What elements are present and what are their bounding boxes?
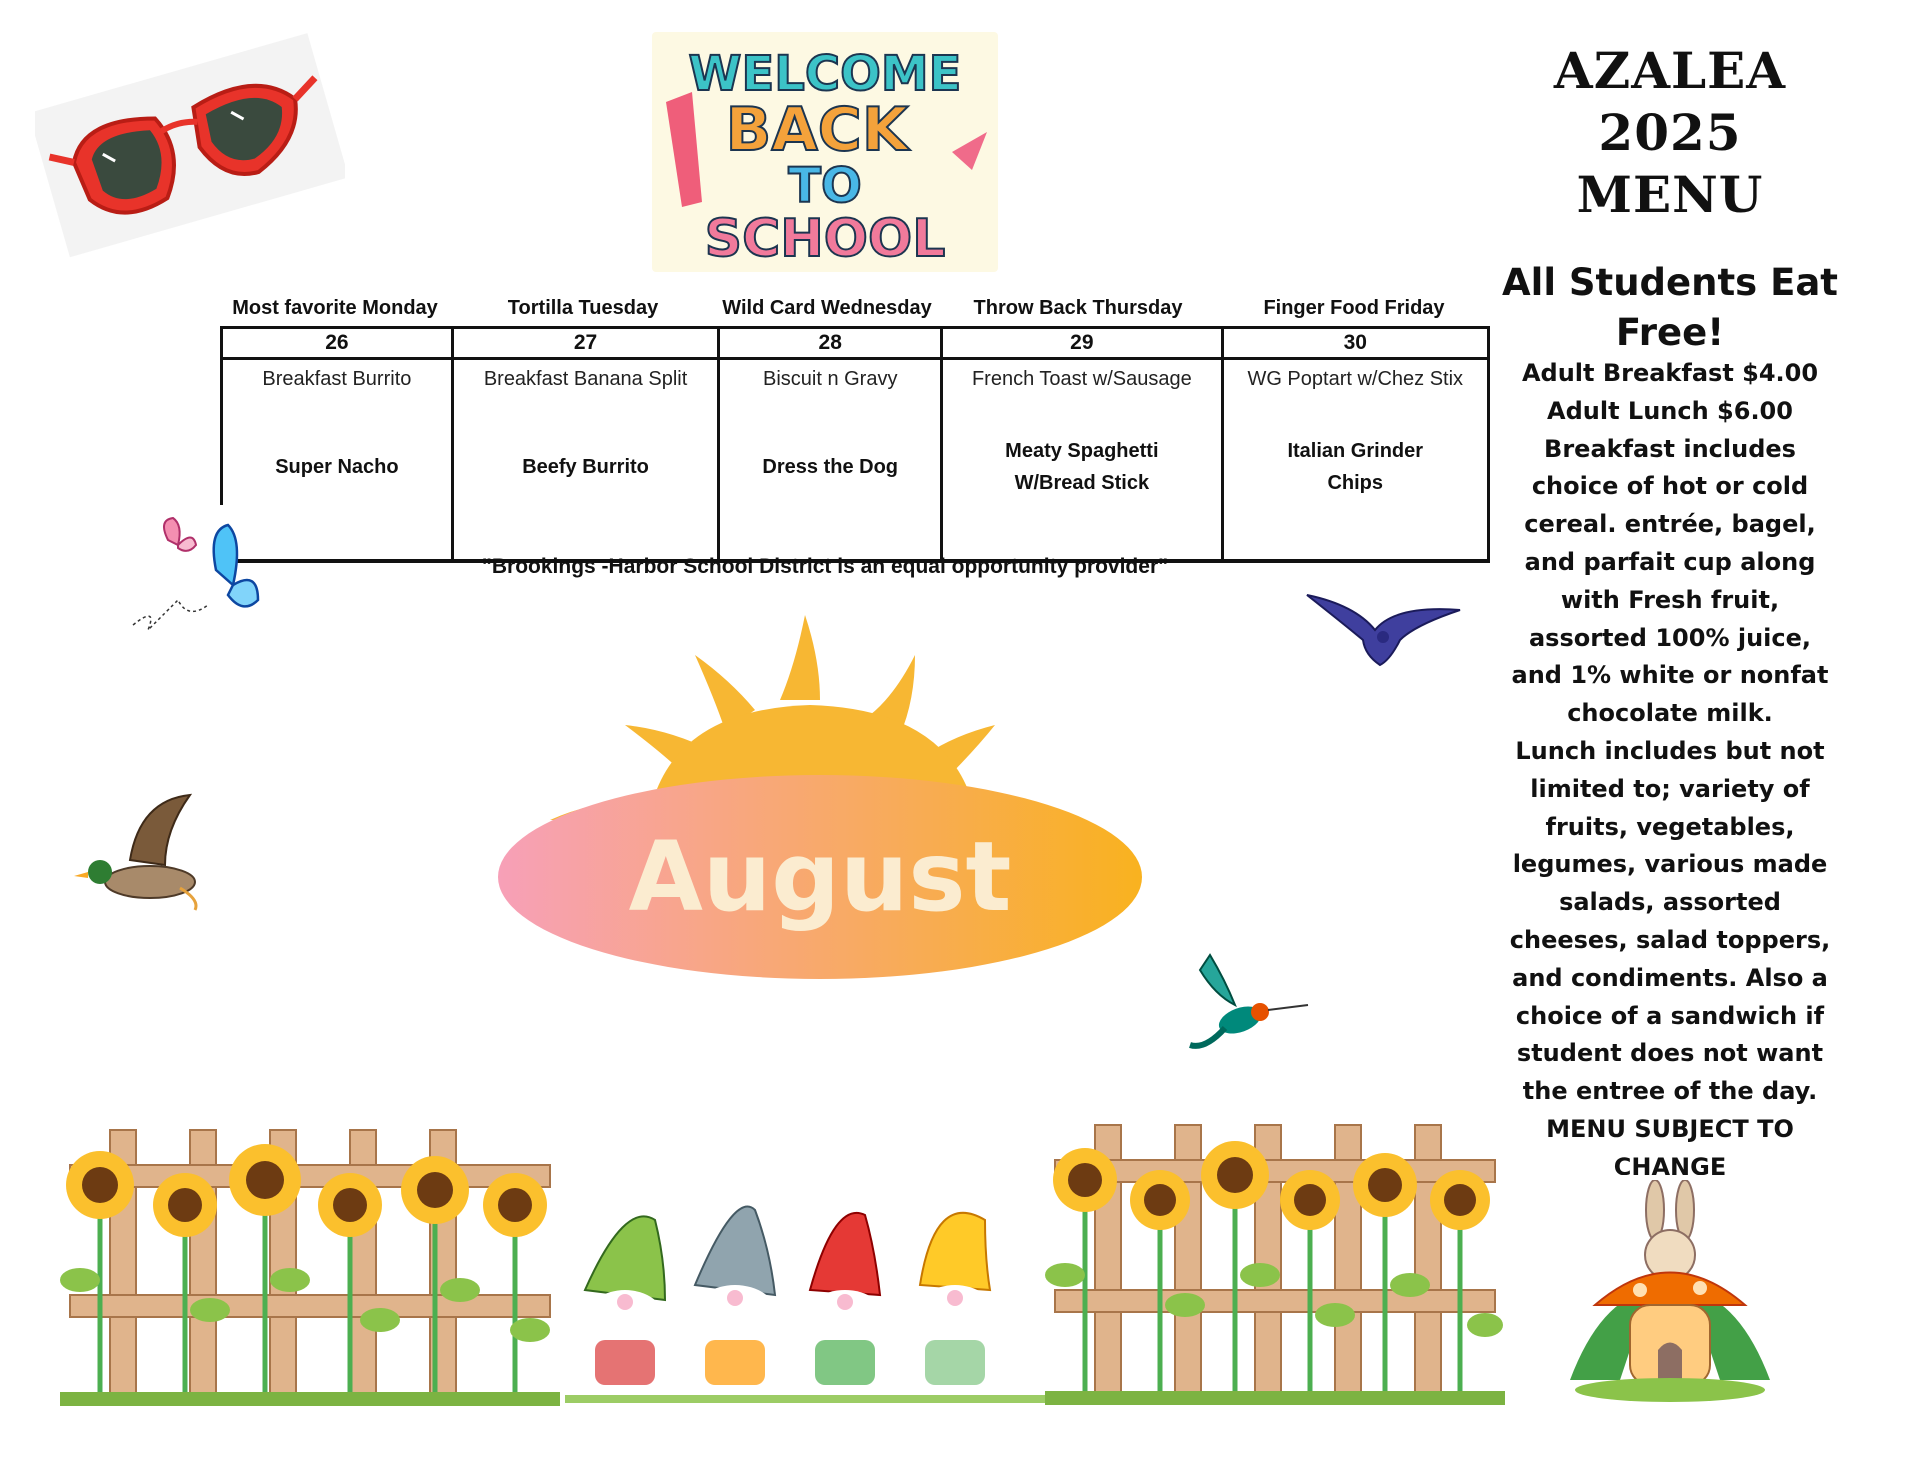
menu-word: MENU <box>1576 165 1764 224</box>
info-line: choice of a sandwich if <box>1515 1001 1825 1030</box>
lunch-item <box>720 398 940 559</box>
weekly-menu-table <box>220 290 1490 563</box>
sunflower-fence-icon <box>60 1110 560 1410</box>
info-line: Breakfast includes <box>1544 434 1796 463</box>
lunch-item <box>943 398 1220 559</box>
month-label: August <box>628 821 1012 933</box>
info-line: MENU SUBJECT TO <box>1546 1114 1794 1143</box>
info-line: Adult Breakfast $4.00 <box>1521 359 1819 387</box>
info-line: cheeses, salad toppers, <box>1509 925 1831 954</box>
menu-title <box>1490 40 1850 226</box>
breakfast-item: French Toast w/Sausage <box>971 368 1192 390</box>
info-line: choice of hot or cold <box>1531 472 1809 501</box>
bunny-mushroom-icon <box>1560 1180 1780 1410</box>
day-date: 26 <box>223 329 451 360</box>
day-column <box>454 329 720 559</box>
info-line: fruits, vegetables, <box>1545 812 1795 841</box>
lunch-line: W/Bread Stick <box>1014 471 1150 494</box>
welcome-back-banner <box>652 32 998 272</box>
bluebird-icon <box>1305 585 1465 675</box>
free-notice: All Students Eat Free! <box>1502 261 1838 354</box>
info-line: limited to; variety of <box>1530 774 1810 803</box>
info-text <box>1500 355 1840 1175</box>
theme-thursday: Throw Back Thursday <box>973 297 1183 319</box>
day-date: 29 <box>943 329 1220 360</box>
theme-tuesday: Tortilla Tuesday <box>507 297 659 319</box>
hummingbird-icon <box>1180 950 1310 1060</box>
day-column <box>720 329 943 559</box>
sunglasses-icon <box>35 30 345 270</box>
day-date: 30 <box>1224 329 1487 360</box>
school-name: AZALEA <box>1553 41 1787 100</box>
info-line: Lunch includes but not <box>1515 736 1825 765</box>
lunch-item <box>454 398 717 559</box>
theme-friday: Finger Food Friday <box>1263 297 1445 319</box>
paper-plane-icon <box>952 132 987 170</box>
lunch-line: Beefy Burrito <box>522 455 649 478</box>
info-line: legumes, various made <box>1512 850 1828 879</box>
info-line: and condiments. Also a <box>1512 963 1828 992</box>
lunch-line: Dress the Dog <box>762 455 899 478</box>
duck-icon <box>70 790 210 920</box>
banner-line2: BACK <box>725 95 909 165</box>
sunflower-fence-icon <box>1045 1105 1505 1410</box>
banner-line1: WELCOME <box>688 46 962 102</box>
lunch-line: Italian Grinder <box>1287 439 1424 462</box>
gnomes-icon <box>565 1190 1045 1415</box>
breakfast-item: Breakfast Burrito <box>262 368 412 390</box>
lunch-line: Super Nacho <box>275 455 399 478</box>
equal-opportunity-statement: "Brookings -Harbor School District is an equal opportunity provider" <box>481 555 1169 578</box>
breakfast-item: WG Poptart w/Chez Stix <box>1247 368 1464 390</box>
day-date: 27 <box>454 329 717 360</box>
lunch-line: Meaty Spaghetti <box>1005 439 1159 462</box>
theme-row <box>220 290 1490 326</box>
info-line: chocolate milk. <box>1567 699 1773 728</box>
info-line: the entree of the day. <box>1522 1077 1818 1106</box>
menu-year: 2025 <box>1598 103 1742 162</box>
breakfast-item: Biscuit n Gravy <box>762 368 898 390</box>
info-line: assorted 100% juice, <box>1528 623 1812 652</box>
banner-line4: SCHOOL <box>704 209 946 269</box>
breakfast-item: Breakfast Banana Split <box>483 368 688 390</box>
banner-line3: TO <box>788 158 862 214</box>
august-sun-graphic <box>475 605 1165 990</box>
theme-wednesday: Wild Card Wednesday <box>722 297 932 319</box>
menu-grid <box>220 326 1490 563</box>
info-line: Adult Lunch $6.00 <box>1547 396 1793 425</box>
day-date: 28 <box>720 329 940 360</box>
info-line: with Fresh fruit, <box>1560 585 1780 614</box>
info-line: cereal. entrée, bagel, <box>1524 510 1816 539</box>
pencil-icon <box>666 92 702 207</box>
info-line: and 1% white or nonfat <box>1511 661 1829 690</box>
lunch-line: Chips <box>1327 471 1384 494</box>
day-column <box>1224 329 1487 559</box>
info-line: and parfait cup along <box>1524 547 1816 576</box>
day-column <box>943 329 1223 559</box>
theme-monday: Most favorite Monday <box>232 297 438 319</box>
info-line: student does not want <box>1516 1039 1824 1068</box>
butterfly-icon <box>128 510 278 640</box>
lunch-item <box>1224 398 1487 559</box>
info-line: salads, assorted <box>1559 888 1781 917</box>
info-line: CHANGE <box>1613 1152 1727 1175</box>
